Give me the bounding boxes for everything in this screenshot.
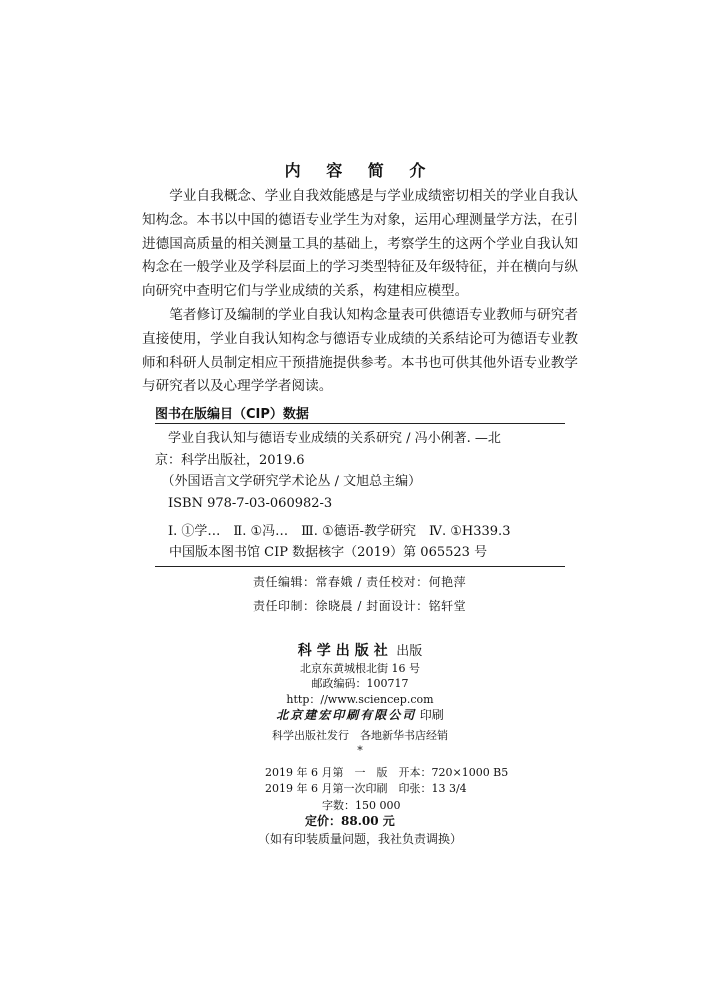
cip-header: 图书在版编目（CIP）数据	[155, 407, 309, 422]
summary-body	[142, 185, 578, 399]
publisher-name: 科学出版社	[297, 643, 393, 659]
cip-line: 京：科学出版社，2019.6	[155, 452, 305, 468]
word-count: 字数：150 000	[322, 799, 401, 812]
cip-bottom-rule	[155, 566, 565, 567]
publisher-website: http：//www.sciencep.com	[286, 693, 434, 706]
summary-paragraph: 学业自我概念、学业自我效能感是与学业成绩密切相关的学业自我认知构念。本书以中国的德语专业学生为对象，运用心理测量学方法，在引进德国高质量的相关测量工具的基础上，考察学生的这两个学业自我认知构念在一般学业及学科层面上的学习类型特征及年级特征，并在横向与纵向研究中查明它们与学业成绩的关系，构建相应模型。	[142, 188, 578, 300]
publisher-line	[0, 640, 720, 660]
credits-editors: 责任编辑：常春娥 / 责任校对：何艳萍	[253, 575, 467, 589]
cip-record	[155, 428, 565, 543]
printer-name: 北京建宏印刷有限公司	[276, 708, 417, 722]
distribution-line: 科学出版社发行 各地新华书店经销	[272, 729, 448, 742]
cip-line: Ⅰ. ①学… Ⅱ. ①冯… Ⅲ. ①德语-教学研究 Ⅳ. ①H339.3	[155, 524, 511, 539]
printer-suffix: 印刷	[419, 708, 444, 722]
credits-production: 责任印制：徐晓晨 / 封面设计：铭轩堂	[253, 599, 467, 613]
cip-core-number: 中国版本图书馆 CIP 数据核字（2019）第 065523 号	[169, 545, 488, 560]
cip-top-rule	[155, 423, 565, 424]
printer-line	[0, 706, 720, 723]
summary-title: 内 容 简 介	[284, 161, 436, 180]
quality-notice: （如有印装质量问题，我社负责调换）	[257, 832, 462, 846]
edition-info: 2019 年 6 月第 一 版 开本：720×1000 B5	[265, 766, 509, 779]
publisher-address: 北京东黄城根北街 16 号	[300, 662, 420, 675]
cip-line: ISBN 978-7-03-060982-3	[155, 495, 333, 511]
printing-info: 2019 年 6 月第一次印刷 印张：13 3/4	[265, 782, 467, 795]
publisher-postcode: 邮政编码：100717	[311, 677, 409, 690]
summary-paragraph: 笔者修订及编制的学业自我认知构念量表可供德语专业教师与研究者直接使用，学业自我认知构念与德语专业成绩的关系结论可为德语专业教师和科研人员制定相应干预措施提供参考。本书也可供其他外语专业教学与研究者以及心理学学者阅读。	[142, 306, 578, 395]
cip-line: （外国语言文学研究学术论丛 / 文旭总主编）	[155, 474, 422, 489]
separator-star: *	[357, 744, 363, 757]
cip-line: 学业自我认知与德语专业成绩的关系研究 / 冯小俐著. —北	[155, 431, 501, 446]
publisher-suffix: 出版	[396, 644, 423, 659]
price: 定价：88.00 元	[305, 814, 395, 828]
